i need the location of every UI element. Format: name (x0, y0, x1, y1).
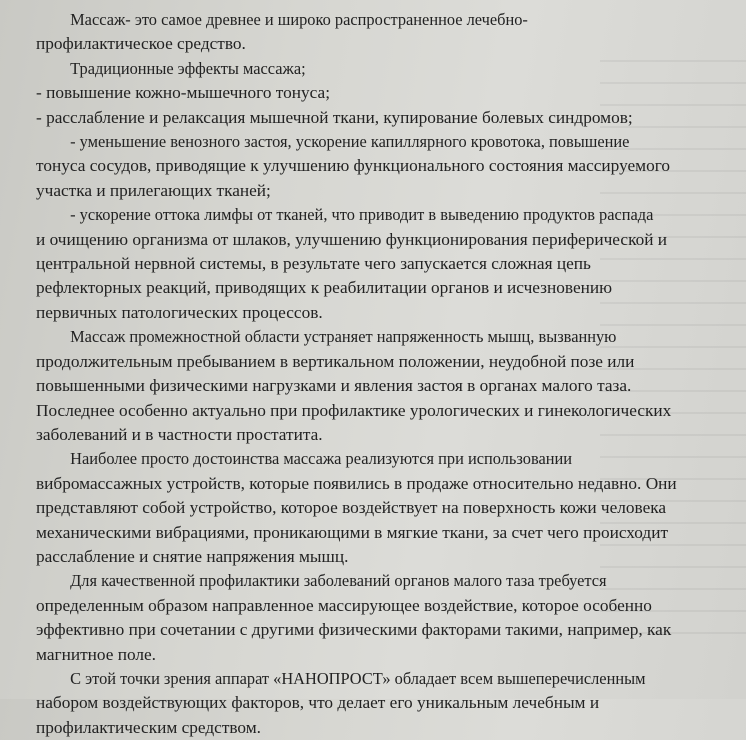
text-line: магнитное поле. (36, 644, 156, 664)
text-line: - ускорение оттока лимфы от тканей, что приводит в выведению продуктов распада (70, 205, 654, 225)
list-item-venous (36, 130, 726, 203)
text-line: участка и прилегающих тканей; (36, 180, 271, 200)
text-line: продолжительным пребыванием в вертикальном положении, неудобной позе или (36, 351, 635, 371)
paragraph-prophylaxis (36, 569, 726, 667)
text-line: определенным образом направленное массирующее воздействие, которое особенно (36, 595, 652, 615)
text-line: Массаж промежностной области устраняет напряженность мышц, вызванную (70, 327, 617, 347)
text-line: - повышение кожно-мышечного тонуса; (36, 83, 331, 103)
text-line: центральной нервной системы, в результате чего запускается сложная цепь (36, 254, 591, 274)
text-line: тонуса сосудов, приводящие к улучшению функционального состояния массируемого (36, 156, 671, 176)
text-line: Для качественной профилактики заболеваний органов малого таза требуется (70, 571, 607, 591)
text-line: С этой точки зрения аппарат «НАНОПРОСТ» обладает всем вышеперечисленным (70, 668, 646, 688)
text-line: Наиболее просто достоинства массажа реализуются при использовании (70, 449, 573, 469)
text-line: Традиционные эффекты массажа; (70, 58, 306, 78)
text-line: представляют собой устройство, которое воздействует на поверхность кожи человека (36, 498, 667, 518)
text-line: заболеваний и в частности простатита. (36, 424, 323, 444)
paragraph-massage-definition (36, 8, 726, 57)
text-line: вибромассажных устройств, которые появились в продаже относительно недавно. Они (36, 473, 677, 493)
text-line: Массаж- это самое древнее и широко распространенное лечебно- (70, 10, 528, 29)
paragraph-effects-heading (36, 57, 726, 81)
list-item-lymph (36, 203, 726, 325)
text-line: Последнее особенно актуально при профилактике урологических и гинекологических (36, 400, 672, 420)
document-page (36, 8, 726, 740)
text-line: расслабление и снятие напряжения мышц. (36, 546, 349, 566)
text-line: - расслабление и релаксация мышечной ткани, купирование болевых синдромов; (36, 107, 633, 127)
text-line: рефлекторных реакций, приводящих к реабилитации органов и исчезновению (36, 278, 613, 298)
paragraph-nanoprost (36, 667, 726, 740)
paragraph-vibromassage (36, 447, 726, 569)
list-item-relaxation (36, 106, 726, 130)
text-line: первичных патологических процессов. (36, 302, 323, 322)
text-line: и очищению организма от шлаков, улучшению функционирования периферической и (36, 229, 668, 249)
paragraph-perineal-massage (36, 325, 726, 447)
list-item-tonus (36, 81, 726, 105)
text-line: профилактическим средством. (36, 717, 261, 737)
text-line: - уменьшение венозного застоя, ускорение капиллярного кровотока, повышение (70, 132, 630, 152)
text-line: эффективно при сочетании с другими физическими факторами такими, например, как (36, 620, 672, 640)
text-line: механическими вибрациями, проникающими в мягкие ткани, за счет чего происходит (36, 522, 669, 542)
text-line: профилактическое средство. (36, 34, 246, 54)
text-line: повышенными физическими нагрузками и явления застоя в органах малого таза. (36, 376, 632, 396)
text-line: набором воздействующих факторов, что делает его уникальным лечебным и (36, 693, 600, 713)
